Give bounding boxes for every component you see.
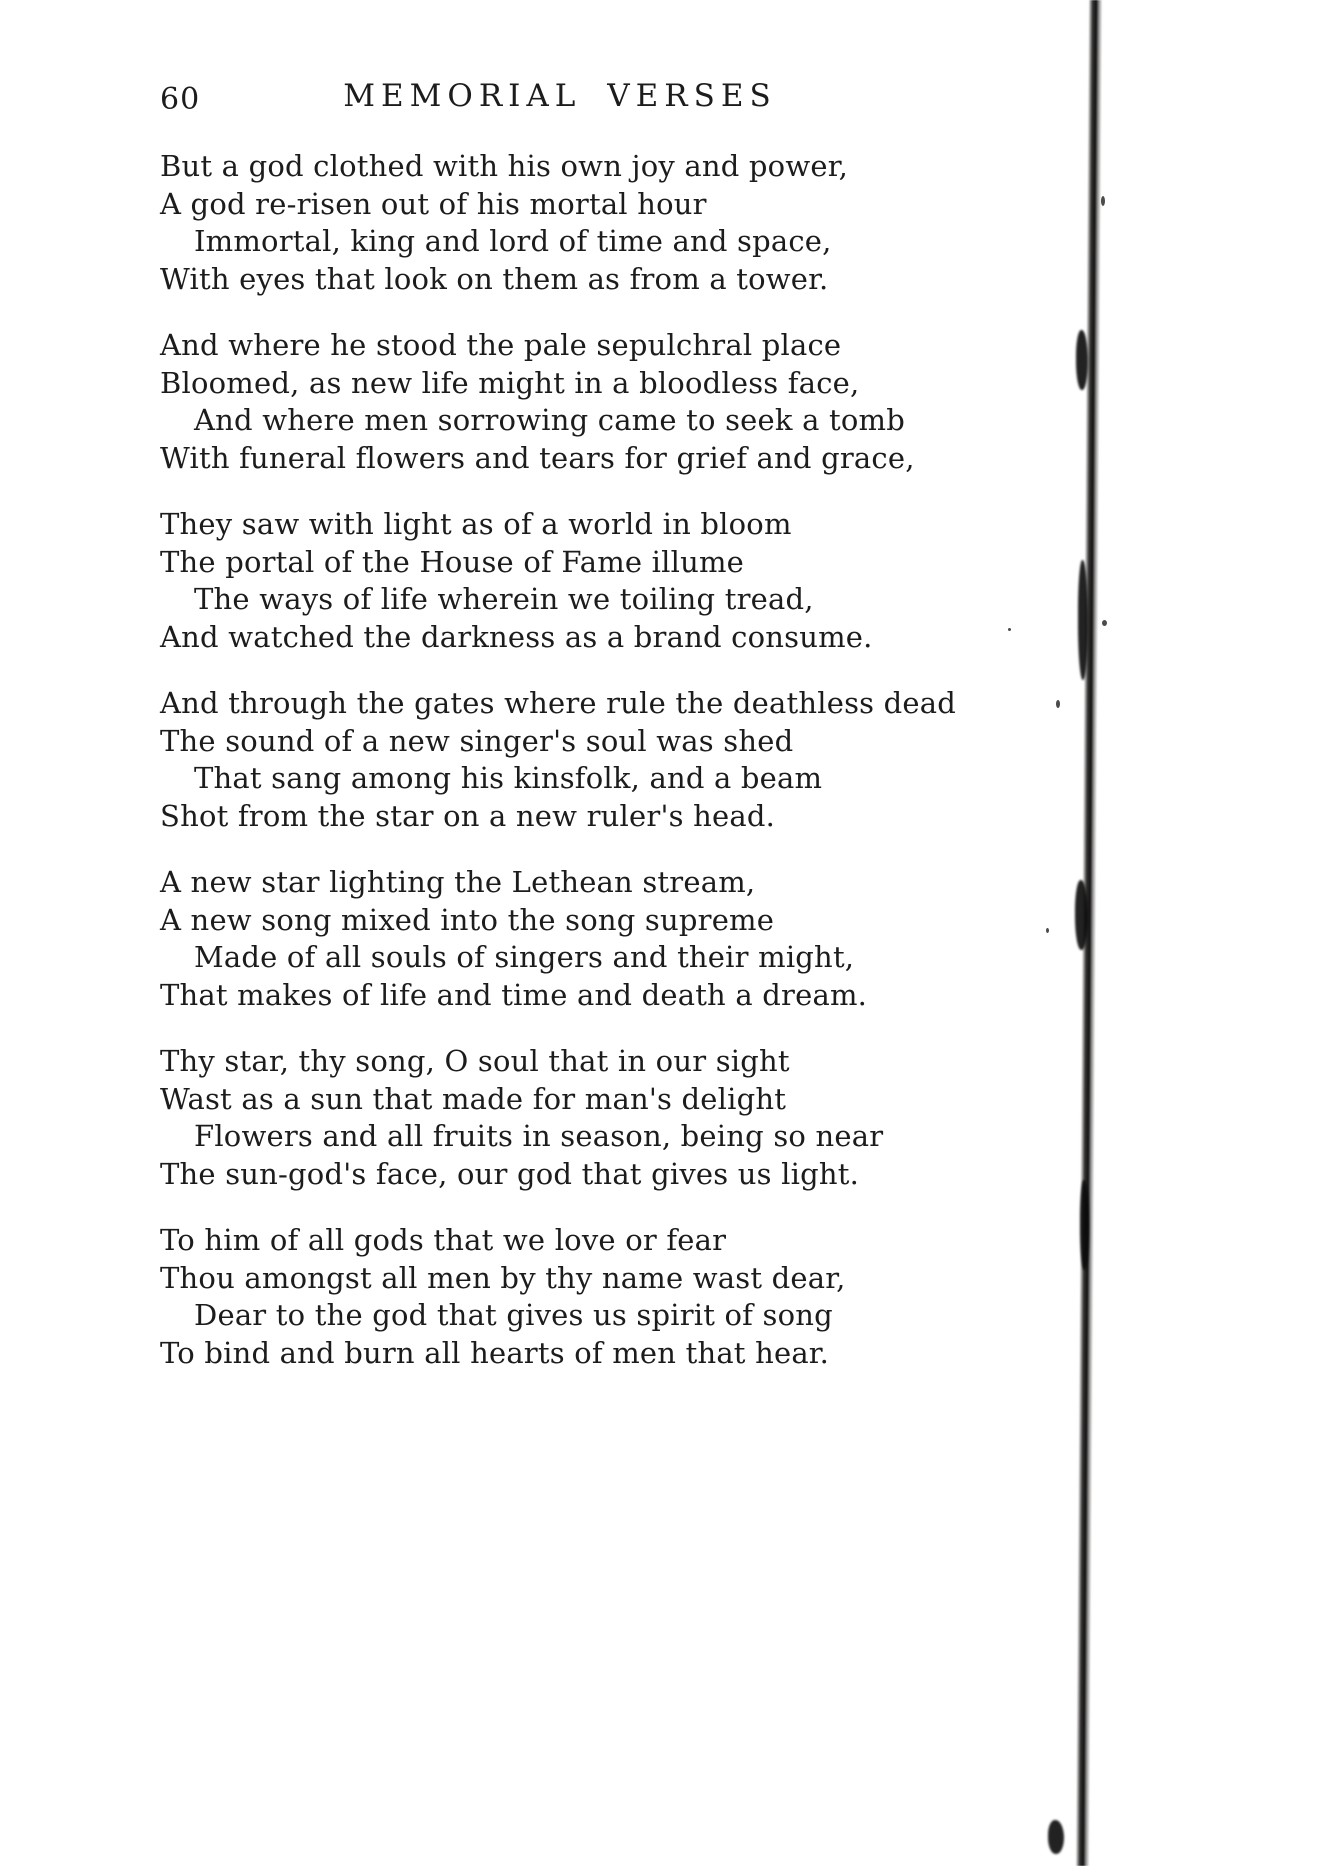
poem-line: That makes of life and time and death a dream. xyxy=(160,977,868,1012)
poem-line: Made of all souls of singers and their might, xyxy=(194,940,855,974)
scan-speck xyxy=(1056,700,1060,708)
stanza xyxy=(160,327,960,477)
poem-line: And watched the darkness as a brand consume. xyxy=(160,619,873,654)
poem-line: Wast as a sun that made for man's delight xyxy=(160,1081,787,1116)
ink-blotch xyxy=(1076,330,1088,390)
scan-speck xyxy=(1101,196,1105,206)
ink-blotch xyxy=(1078,560,1088,680)
page-title: MEMORIAL VERSES xyxy=(343,78,777,114)
ink-blotch xyxy=(1080,1180,1089,1270)
poem-line: Immortal, king and lord of time and space, xyxy=(194,224,832,258)
poem-line: Thy star, thy song, O soul that in our sight xyxy=(160,1044,790,1078)
poem-line: That sang among his kinsfolk, and a beam xyxy=(194,761,823,795)
poem-line: A new star lighting the Lethean stream, xyxy=(160,865,756,899)
poem-line: The portal of the House of Fame illume xyxy=(160,544,745,579)
stanza xyxy=(160,1043,960,1193)
poem-line: And where he stood the pale sepulchral place xyxy=(160,328,842,362)
poem-line: The ways of life wherein we toiling tread, xyxy=(194,582,814,616)
scan-speck xyxy=(1102,620,1107,626)
poem-line: But a god clothed with his own joy and power, xyxy=(160,149,849,183)
poem-line: A new song mixed into the song supreme xyxy=(160,902,775,937)
stanza xyxy=(160,506,960,656)
poem-line: They saw with light as of a world in bloom xyxy=(160,507,792,541)
ink-blotch xyxy=(1075,880,1088,950)
poem-line: To him of all gods that we love or fear xyxy=(160,1223,727,1257)
poem-line: And through the gates where rule the deathless dead xyxy=(160,686,957,720)
stanza xyxy=(160,864,960,1014)
text-block xyxy=(160,78,960,1401)
poem-line: With eyes that look on them as from a tower. xyxy=(160,261,829,296)
poem-line: Thou amongst all men by thy name wast dear, xyxy=(160,1260,846,1295)
poem-line: To bind and burn all hearts of men that hear. xyxy=(160,1335,830,1370)
poem-line: Dear to the god that gives us spirit of song xyxy=(194,1298,833,1332)
page-number: 60 xyxy=(160,82,201,117)
poem-line: Shot from the star on a new ruler's head. xyxy=(160,798,776,833)
stanza xyxy=(160,148,960,298)
poem-line: Bloomed, as new life might in a bloodless face, xyxy=(160,365,860,400)
stanza xyxy=(160,685,960,835)
scan-speck xyxy=(1046,928,1049,933)
poem-line: With funeral flowers and tears for grief and grace, xyxy=(160,440,915,475)
poem-line: A god re-risen out of his mortal hour xyxy=(160,186,707,221)
poem xyxy=(160,148,960,1372)
poem-line: The sun-god's face, our god that gives us light. xyxy=(160,1156,860,1191)
poem-line: The sound of a new singer's soul was shed xyxy=(160,723,794,758)
scan-speck xyxy=(1008,628,1011,631)
stanza xyxy=(160,1222,960,1372)
poem-line: And where men sorrowing came to seek a tomb xyxy=(194,403,905,437)
poem-line: Flowers and all fruits in season, being so near xyxy=(194,1119,884,1153)
ink-blotch xyxy=(1048,1820,1064,1854)
page-header xyxy=(160,78,960,122)
